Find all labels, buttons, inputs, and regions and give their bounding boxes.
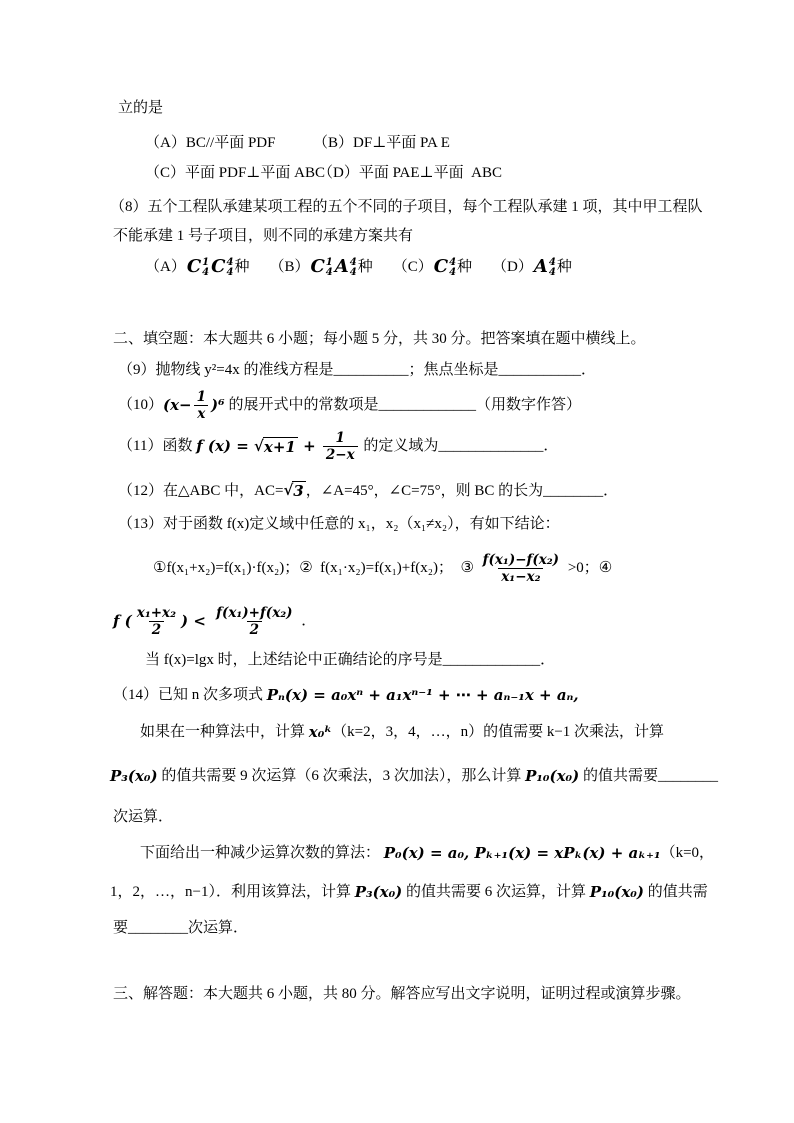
q13-c12: ①f(x₁+x₂)=f(x₁)·f(x₂)；② f(x₁·x₂)=f(x₁)+f(x₂)； ③ [153,560,478,577]
q14-l5b: （k=0， [660,845,715,861]
comb-supsub [326,258,333,278]
q14-intro: （14）已知 n 次多项式 [113,687,267,703]
q7-option-a-text: BC//平面 PDF [185,135,276,151]
q13-question-text: 当 f(x)=lgx 时，上述结论中正确结论的序号是_____________． [145,652,556,668]
q10-text: 的展开式中的常数项是_____________（用数字作答） [224,397,581,414]
fraction-numerator: x₁+x₂ [136,605,177,621]
comb-supsub [549,258,556,278]
fraction-denominator: 2 [149,621,164,637]
comb-supsub [350,258,357,278]
q14-l2b: （k=2，3，4，…，n）的值需要 k−1 次乘法，计算 [332,724,665,740]
q13-c4-mid: ) < [181,612,212,631]
q8-stem-line1 [110,198,703,217]
comb-sub: 4 [202,267,210,279]
q12 [118,481,618,501]
q7-option-d-text: 平面 PAE⊥平面 ABC [358,165,503,181]
q14-line5 [140,844,714,863]
q11-plus: + [297,437,321,456]
q14-line2 [140,723,664,742]
q14-l5a: 下面给出一种减少运算次数的算法： [140,845,384,861]
q10 [118,390,581,421]
q14-p10x0: P₁₀(x₀) [525,767,580,785]
comb-supsub [226,258,233,278]
q13-c4-end: ． [297,613,317,630]
q7-option-b-text: DF⊥平面 PA E [353,135,450,151]
q8-option-d-suffix: 种 [556,258,572,275]
q14-line6 [110,883,708,902]
q10-fraction [194,390,209,421]
q10-close-exponent: )⁶ [211,396,225,415]
comb-sup: 4 [349,257,357,269]
comb-base: A [334,256,349,277]
q13-stem [118,515,560,534]
fraction-numerator: f(x₁)+f(x₂) [216,605,293,621]
fraction-denominator: 2−x [323,446,358,462]
q8-option-c [393,256,472,279]
q7-option-a [145,134,275,153]
comb-sub: 4 [349,267,357,279]
q12-post: ，∠A=45°，∠C=75°，则 BC 的长为________． [305,482,619,499]
q8-stem-line1-text: （8）五个工程队承建某项工程的五个不同的子项目，每个工程队承建 1 项，其中甲工程队 [110,199,703,215]
comb-base: C [211,256,226,277]
q12-pre: （12）在△ABC 中，AC= [118,482,284,499]
radicand: x+1 [263,437,296,456]
q13-c4-open: f ( [113,612,132,631]
q14-line4 [113,808,173,827]
q7-stem-tail-text: 立的是 [118,100,164,116]
comb-sup: 1 [202,257,210,269]
q8-option-c-term-1 [434,256,456,279]
q14-polynomial: Pₙ(x) = a₀xⁿ + a₁xⁿ⁻¹ + ⋯ + aₙ₋₁x + aₙ, [266,686,579,704]
q8-option-d-label: （D） [492,258,533,275]
q8-option-a-suffix: 种 [234,258,250,275]
q11-label: （11）函数 [118,438,197,455]
q13-stem-text: （13）对于函数 f(x)定义域中任意的 x₁，x₂（x₁≠x₂），有如下结论： [118,516,560,532]
q8-option-a-term-2 [211,256,233,279]
q7-option-b-label: （B） [313,135,354,151]
q14-l3b: 的值共需要________ [579,768,718,784]
q10-open-paren: (x− [163,396,192,415]
q11-sqrt [254,437,298,457]
fraction-denominator: x [194,405,208,421]
q8-options-row [145,256,592,279]
comb-sup: 4 [548,257,556,269]
q14-line3 [110,767,718,786]
q14-algorithm: P₀(x) = a₀, Pₖ₊₁(x) = xPₖ(x) + aₖ₊₁ [383,844,661,862]
q8-option-d-term-1 [534,256,556,279]
q8-option-c-label: （C） [392,258,433,275]
q14-l6c: 的值共需 [643,884,708,900]
q9-text: （9）抛物线 y²=4x 的准线方程是__________；焦点坐标是___________． [118,362,596,378]
q13-c3-fraction [480,553,562,584]
comb-sup: 4 [449,257,457,269]
q7-option-c-label: （C） [145,165,186,181]
comb-base: C [186,256,202,277]
q7-option-d-label: （D） [318,165,359,181]
radicand: 3 [293,482,304,500]
comb-sub: 4 [548,267,556,279]
q14-p3x0-2: P₃(x₀) [354,883,403,901]
fraction-numerator: 1 [335,430,345,446]
q13-conclusion-4 [113,606,316,637]
q8-stem-line2 [113,227,413,246]
q14-l6b: 的值共需要 6 次运算，计算 [402,884,590,900]
fraction-numerator: 1 [196,389,207,405]
q14-p10x0-2: P₁₀(x₀) [589,883,644,901]
q14-stem [113,686,579,705]
radical-sign: √ [254,436,264,455]
q8-option-c-suffix: 种 [457,258,473,275]
q14-l4-text: 次运算． [113,809,174,825]
q13-c3-tail: >0；④ [564,560,613,577]
comb-base: A [533,256,548,277]
q8-option-d [492,256,572,279]
q8-option-b-term-1 [310,256,332,279]
radical-sign: √ [283,481,294,499]
q14-x0k: x₀ᵏ [308,723,333,741]
q8-option-a-label: （A） [145,258,186,275]
q14-l7-text: 要________次运算． [113,920,249,936]
comb-base: C [310,256,325,277]
comb-sub: 4 [325,267,333,279]
comb-base: C [433,256,449,277]
q8-option-b-term-2 [335,256,357,279]
section2-heading-text: 二、填空题：本大题共 6 小题；每小题 5 分，共 30 分。把答案填在题中横线上。 [113,331,646,347]
q7-option-a-label: （A） [145,135,186,151]
q7-stem-tail [118,99,163,118]
q11-text: 的定义域为______________． [359,438,559,455]
q7-option-c [145,164,325,183]
comb-supsub [449,258,456,278]
comb-sup: 1 [325,257,333,269]
comb-sub: 4 [226,267,234,279]
section3-heading [113,985,691,1004]
q7-option-c-text: 平面 PDF⊥平面 ABC [185,165,325,181]
q14-line7 [113,919,248,938]
q13-question [145,651,555,670]
q8-option-a-term-1 [187,256,209,279]
q8-option-b-suffix: 种 [357,258,373,275]
q8-stem-line2-text: 不能承建 1 号子项目，则不同的承建方案共有 [113,228,414,244]
q14-l6a: 1，2，…，n−1）．利用该算法，计算 [110,884,355,900]
q11-fx: f (x) = [196,437,255,456]
q11-fraction [323,431,358,462]
q8-option-b-label: （B） [269,258,310,275]
q8-option-b [269,256,372,279]
comb-sub: 4 [449,267,457,279]
q8-option-a [145,256,249,279]
q14-p3x0: P₃(x₀) [110,767,158,785]
q7-option-d [318,164,502,183]
q9 [118,361,596,380]
comb-sup: 4 [226,257,234,269]
q13-c4-fraction-1 [134,606,179,637]
q12-sqrt [283,481,305,501]
fraction-numerator: f(x₁)−f(x₂) [482,552,560,568]
q14-l2a: 如果在一种算法中，计算 [140,724,309,740]
q13-c4-fraction-2 [213,606,295,637]
q7-option-b [313,134,450,153]
q14-l3a: 的值共需要 9 次运算（6 次乘法，3 次加法），那么计算 [157,768,526,784]
fraction-denominator: x₁−x₂ [498,568,543,584]
comb-supsub [202,258,209,278]
section3-heading-text: 三、解答题：本大题共 6 小题，共 80 分。解答应写出文字说明，证明过程或演算步骤。 [113,986,691,1002]
section2-heading [113,330,646,349]
q11 [118,431,558,462]
q13-conclusions-1 [153,553,612,584]
fraction-denominator: 2 [247,621,262,637]
q10-label: （10） [118,397,164,414]
